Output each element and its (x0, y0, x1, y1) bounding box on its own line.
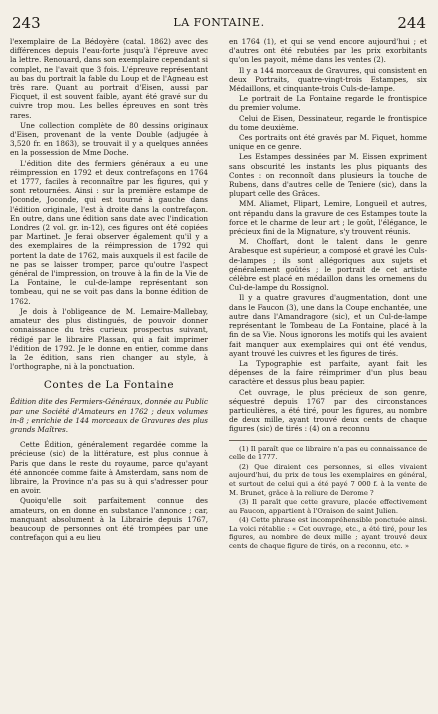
paragraph: Celui de Eisen, Dessinateur, regarde le frontispice du tome deuxième. (229, 113, 427, 132)
page-number-right: 244 (397, 14, 426, 32)
paragraph: La Typographie est parfaite, ayant fait les dépenses de la faire réimprimer d'un plus beau caractère et dessus plus beau papier. (229, 358, 427, 387)
footnote: (4) Cette phrase est incompréhensible ponctuée ainsi. La voici rétablie : « Cet ouvrage, etc., a été tiré, pour les figures, au nombre de deux mille ; ayant trouvé deux cents de chaque figure de tirés, on a reconnu, etc. » (229, 516, 427, 551)
paragraph: Cette Édition, généralement regardée comme la précieuse (sic) de la littérature, est plus connue à Paris que dans le reste du royaume, parce qu'ayant été annoncée comme faite à Amsterdam, sans nom de libraire, la Province n'a pas su à qui s'adresser pour en avoir. (10, 440, 208, 496)
right-column (229, 37, 427, 707)
footnote: (1) Il paraît que ce libraire n'a pas eu connaissance de celle de 1777. (229, 444, 427, 462)
paragraph: Le portrait de La Fontaine regarde le frontispice du premier volume. (229, 94, 427, 113)
page-number-left: 243 (12, 14, 41, 32)
paragraph: L'édition dite des fermiers généraux a eu une réimpression en 1792 et deux contrefaçons en 1764 et 1777, faciles à reconnaître par les figures, qui y sont retournées. Ainsi : sur la première estampe de Joconde, Joconde, qui est tourné à gauche dans l'édition originale, l'est à droite dans la contrefaçon. En outre, dans une édition sans date avec l'indication Londres (2 vol. gr. in-12), ces figures ont été copiées par Martinet. Je ferai observer également qu'il y a des exemplaires de la réimpression de 1792 qui portent la date de 1762, mais auxquels il est facile de ne pas se laisser tromper, parce qu'outre l'aspect général de l'impression, on trouve à la fin de la Vie de La Fontaine, le cul-de-lampe représentant son tombeau, qui ne se voit pas dans la bonne édition de 1762. (10, 158, 208, 306)
section-title: Contes de La Fontaine (43, 379, 175, 392)
paragraph: M. Choffart, dont le talent dans le genre Arabesque est supérieur, a composé et gravé les Culs-de-lampes ; ils sont allégoriques aux sujets et généralement goûtés ; le portrait de cet artiste célèbre est placé en médaillon dans les ornemens du Cul-de-lampe du Rossignol. (229, 237, 427, 293)
paragraph: Il y a quatre gravures d'augmentation, dont une dans le Faucon (3), une dans la Coupe enchantée, une autre dans l'Amandragore (sic), et un Cul-de-lampe représentant le Tombeau de La Fontaine, placé à la fin de sa Vie. Nous ignorons les motifs qui les avaient fait manquer aux exemplaires qui ont été vendus, ayant trouvé les cuivres et les figures de tirés. (229, 293, 427, 358)
left-column (10, 37, 208, 707)
paragraph: l'exemplaire de La Bédoyère (catal. 1862) avec des différences depuis l'eau-forte jusqu'à l'épreuve avec la lettre. Renouard, dans son exemplaire cependant si complet, ne l'avait que 3 fois. L'épreuve représentant au bas du portrait la fable du Loup et de l'Agneau est très rare. Quant au portrait d'Eisen, aussi par Ficquet, il est souvent faible, ayant été gravé sur du cuivre trop mou. Les belles épreuves en sont très rares. (10, 37, 208, 120)
paragraph: Il y a 144 morceaux de Gravures, qui consistent en deux Portraits, quatre-vingt-trois Estampes, six Médaillons, et cinquante-trois Culs-de-lampe. (229, 65, 427, 94)
footnote: (2) Que diraient ces personnes, si elles vivaient aujourd'hui, du prix de tous les exemplaires en général, et surtout de celui qui a été payé 7 000 f. à la vente de M. Brunet, grâce à la reliure de Derome ? (229, 462, 427, 497)
paragraph: Les Estampes dessinées par M. Eissen expriment sans obscurité les instants les plus piquants des Contes : on reconnoît dans plusieurs la touche de Rubens, dans d'autres celle de Teniere (sic), dans la plupart celle des Grâces. (229, 152, 427, 199)
paragraph: MM. Aliamet, Flipart, Lemire, Longueil et autres, ont répandu dans la gravure de ces Estampes toute la force et le charme de leur art ; le goût, l'élégance, le précieux fini de la Mignature, s'y trouvent réunis. (229, 199, 427, 237)
paragraph: Une collection complète de 80 dessins originaux d'Eisen, provenant de la vente Double (adjugée à 3,520 fr. en 1863), se trouvait il y a quelques années en la possession de Mme Doche. (10, 120, 208, 158)
page-header (10, 14, 428, 32)
edition-description: Édition dite des Fermiers-Généraux, donnée au Public par une Société d'Amateurs en 1762 ; deux volumes in-8 ; enrichie de 144 morceaux de Gravures des plus grands Maîtres. (10, 397, 208, 434)
paragraph: Je dois à l'obligeance de M. Lemaire-Mallebay, amateur des plus distingués, de pouvoir donner connaissance du très curieux prospectus suivant, rédigé par le libraire Plassan, qui a fait imprimer l'édition de 1792. Je le donne en entier, comme dans la 2e édition, sans rien changer au style, à l'orthographe, ni à la ponctuation. (10, 306, 208, 372)
footnote: (3) Il paraît que cette gravure, placée effectivement au Faucon, appartient à l'Oraison de saint Julien. (229, 498, 427, 515)
paragraph: Quoiqu'elle soit parfaitement connue des amateurs, on en donne en substance l'annonce ; car, manquant absolument à la Librairie depuis 1767, beaucoup de personnes ont été trompées par une contrefaçon qui a eu lieu (10, 496, 208, 543)
footnotes (229, 440, 427, 551)
paragraph: Cet ouvrage, le plus précieux de son genre, séquestré depuis 1767 par des circonstances particulières, a été tiré, pour les figures, au nombre de deux mille, ayant trouvé deux cents de chaque figures (sic) de tirés : (4) on a reconnu (229, 387, 427, 434)
paragraph: en 1764 (1), et qui se vend encore aujourd'hui ; et d'autres ont été rebutées par les prix exorbitants qu'on les payoit, même dans les ventes (2). (229, 37, 427, 65)
running-title: LA FONTAINE. (173, 16, 265, 29)
paragraph: Ces portraits ont été gravés par M. Fiquet, homme unique en ce genre. (229, 133, 427, 152)
